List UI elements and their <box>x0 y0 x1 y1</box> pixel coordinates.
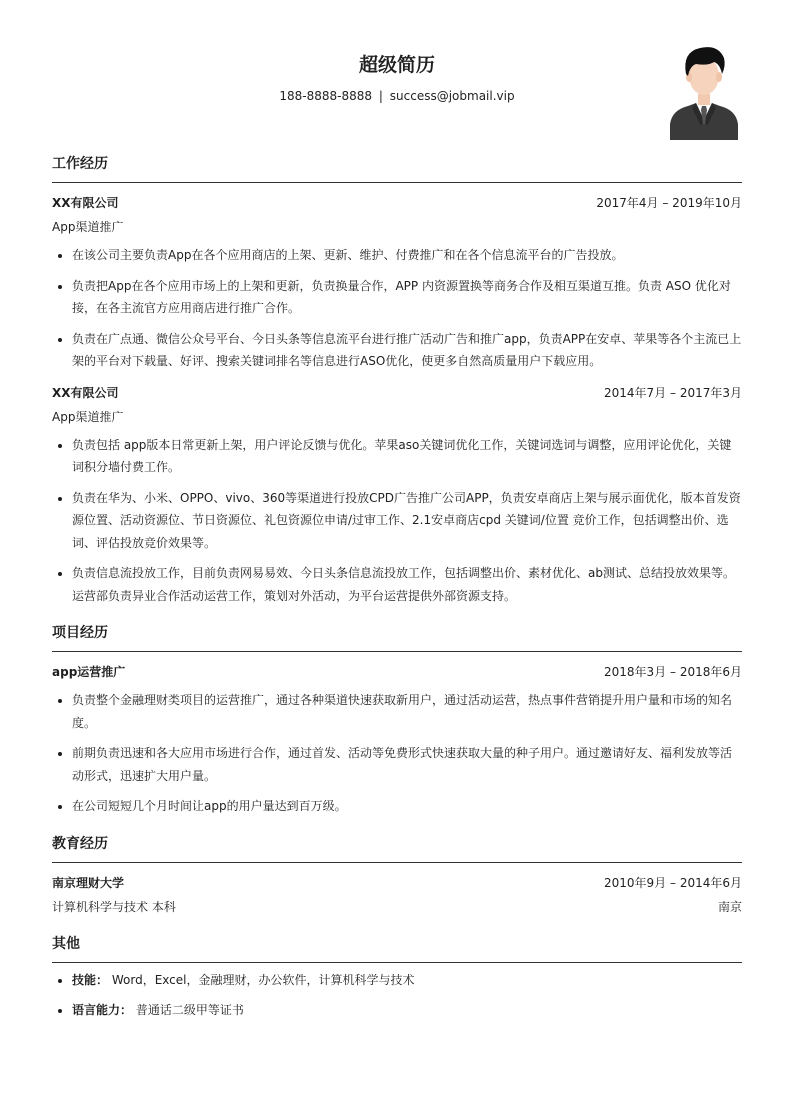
section-title: 工作经历 <box>52 152 742 183</box>
candidate-name: 超级简历 <box>358 54 435 76</box>
major-degree: 计算机科学与技术 本科 <box>52 899 176 914</box>
section-title: 其他 <box>52 932 742 963</box>
bullet-item: • 在该公司主要负责App在各个应用商店的上架、更新、维护、付费推广和在各个信息流平台的广告投放。 <box>72 244 742 267</box>
school-location: 南京 <box>717 899 742 914</box>
person-in-suit-avatar-icon <box>668 44 740 140</box>
job-role-text: App渠道推广 <box>52 409 124 424</box>
bullet-item: • 前期负责迅速和各大应用市场进行合作，通过首发、活动等免费形式快速获取大量的种子用户。通过邀请好友、福利发放等活动形式，迅速扩大用户量。 <box>72 742 742 787</box>
section-project-experience <box>52 621 742 818</box>
date-range: 2010年9月 – 2014年6月 <box>604 875 742 890</box>
bullet-item: • 负责在华为、小米、OPPO、vivo、360等渠道进行投放CPD广告推广公司APP，负责安卓商店上架与展示面优化，版本首发资源位置、活动资源位、节日资源位、礼包资源位申请/过审工作、2.1安卓商店cpd 关键词/位置 竞价工作，包括调整出价、选词、评估投放竞价效果等。 <box>72 487 742 555</box>
bullet-item: • 负责把App在各个应用市场上的上架和更新，负责换量合作，APP 内资源置换等商务合作及相互渠道互推。负责 ASO 优化对接，在各主流官方应用商店进行推广合作。 <box>72 275 742 320</box>
project-entry <box>52 661 742 818</box>
job-role <box>52 406 742 428</box>
skills-value: Word，Excel，金融理财，办公软件，计算机科学与技术 <box>111 972 415 987</box>
work-entry <box>52 382 742 608</box>
contact-separator: | <box>378 89 383 103</box>
bullet-item: • 负责信息流投放工作，目前负责网易易效、今日头条信息流投放工作，包括调整出价、素材优化、ab测试、总结投放效果等。运营部负责异业合作活动运营工作，策划对外活动，为平台运营提供外部资源支持。 <box>72 562 742 607</box>
language-value: 普通话二级甲等证书 <box>135 1003 244 1017</box>
bullet-item: • 负责包括 app版本日常更新上架，用户评论反馈与优化。苹果aso关键词优化工作，关键词选词与调整，应用评论优化，关键词积分墙付费工作。 <box>72 434 742 479</box>
section-work-experience <box>52 152 742 607</box>
bullet-list <box>52 244 742 373</box>
section-title: 教育经历 <box>52 832 742 863</box>
work-entry <box>52 192 742 373</box>
section-education <box>52 832 742 918</box>
job-role-text: App渠道推广 <box>52 220 124 234</box>
entry-head <box>52 872 742 894</box>
bullet-item: • 负责在广点通、微信公众号平台、今日头条等信息流平台进行推广活动广告和推广app，负责APP在安卓、苹果等各个主流已上架的平台对下载量、好评、搜索关键词排名等信息进行ASO优化，使更多自然高质量用户下载应用。 <box>72 328 742 373</box>
bullet-list <box>52 434 742 608</box>
date-range: 2017年4月 – 2019年10月 <box>596 196 742 210</box>
school-name: 南京理财大学 <box>52 875 125 890</box>
date-range: 2018年3月 – 2018年6月 <box>604 665 742 679</box>
resume-content <box>52 152 742 1036</box>
bullet-item <box>72 969 742 992</box>
entry-head <box>52 382 742 404</box>
bullet-list <box>52 969 742 1022</box>
bullet-item: • 在公司短短几个月时间让app的用户量达到百万级。 <box>72 795 742 818</box>
project-name: app运营推广 <box>52 665 126 679</box>
section-other <box>52 932 742 1022</box>
entry-head <box>52 661 742 683</box>
entry-head <box>52 192 742 214</box>
education-detail <box>52 896 742 918</box>
section-title: 项目经历 <box>52 621 742 652</box>
company-name: XX有限公司 <box>52 385 119 400</box>
skills-label: 技能： <box>72 972 109 987</box>
date-range: 2014年7月 – 2017年3月 <box>604 385 742 400</box>
phone-number: 188-8888-8888 <box>279 89 373 103</box>
education-entry <box>52 872 742 918</box>
bullet-item: • 负责整个金融理财类项目的运营推广，通过各种渠道快速获取新用户，通过活动运营，热点事件营销提升用户量和市场的知名度。 <box>72 689 742 734</box>
bullet-item <box>72 999 742 1022</box>
language-label: 语言能力： <box>72 1003 133 1017</box>
bullet-list <box>52 689 742 818</box>
job-role <box>52 216 742 238</box>
email-address: success@jobmail.vip <box>389 89 515 103</box>
company-name: XX有限公司 <box>52 196 119 210</box>
